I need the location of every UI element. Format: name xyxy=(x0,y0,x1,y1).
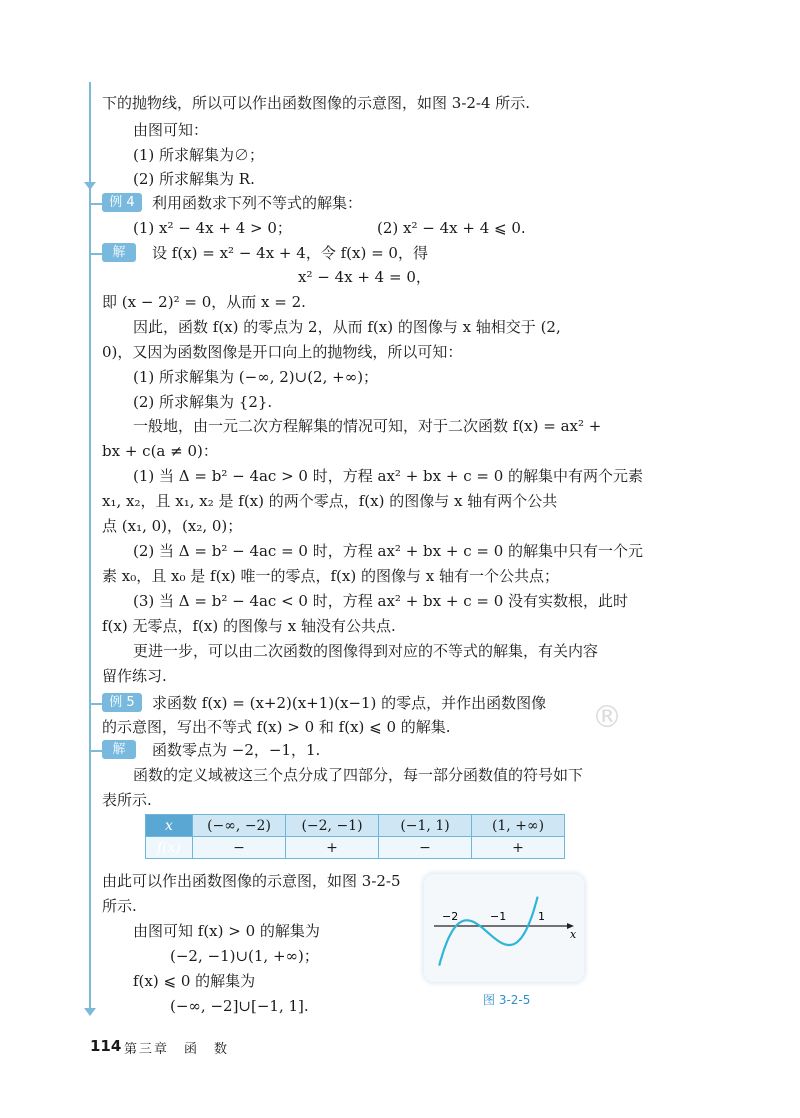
table-cell: + xyxy=(472,837,565,859)
text-line: 设 f(x) = x² − 4x + 4，令 f(x) = 0，得 xyxy=(152,244,428,262)
page-number: 114 xyxy=(90,1037,122,1055)
example-5-title: 求函数 f(x) = (x+2)(x+1)(x−1) 的零点，并作出函数图像 xyxy=(152,694,547,712)
text-line: 表所示. xyxy=(102,791,152,809)
text-line: 由图可知 f(x) > 0 的解集为 xyxy=(133,922,320,940)
table-cell: + xyxy=(286,837,379,859)
text-line: 因此，函数 f(x) 的零点为 2，从而 f(x) 的图像与 x 轴相交于 (2, xyxy=(133,318,561,336)
table-cell: (−2, −1) xyxy=(286,815,379,837)
text-line: 素 x₀，且 x₀ 是 f(x) 唯一的零点，f(x) 的图像与 x 轴有一个公共点； xyxy=(102,567,559,585)
example-4-part-2: (2) x² − 4x + 4 ⩽ 0. xyxy=(377,219,526,237)
text-line: 函数的定义域被这三个点分成了四部分，每一部分函数值的符号如下 xyxy=(133,766,584,784)
text-line: bx + c(a ≠ 0)： xyxy=(102,442,218,460)
text-line: (−2, −1)∪(1, +∞)； xyxy=(170,947,319,965)
tag-rule xyxy=(89,253,103,255)
margin-arrow-icon xyxy=(84,182,96,190)
table-cell: (−1, 1) xyxy=(379,815,472,837)
text-line: (2) 当 Δ = b² − 4ac = 0 时，方程 ax² + bx + c = 0 的解集中只有一个元 xyxy=(133,542,644,560)
figure-3-2-5 xyxy=(424,874,584,982)
text-line: (2) 所求解集为 {2}. xyxy=(133,393,273,411)
example-4-part-1: (1) x² − 4x + 4 > 0； xyxy=(133,219,292,237)
tag-rule xyxy=(89,703,103,705)
text-line: 留作练习. xyxy=(102,667,167,685)
margin-rule-top xyxy=(89,82,91,192)
text-line: 下的抛物线，所以可以作出函数图像的示意图，如图 3-2-4 所示. xyxy=(102,94,531,112)
zero-label: −1 xyxy=(490,910,507,923)
solution-4-tag: 解 xyxy=(102,243,136,262)
cubic-graph xyxy=(424,874,584,982)
table-header-row xyxy=(146,815,565,837)
example-5-tag: 例 5 xyxy=(102,693,142,712)
text-line: (1) 当 Δ = b² − 4ac > 0 时，方程 ax² + bx + c = 0 的解集中有两个元素 xyxy=(133,467,644,485)
text-line: 的示意图，写出不等式 f(x) > 0 和 f(x) ⩽ 0 的解集. xyxy=(102,718,451,736)
tag-rule xyxy=(89,203,103,205)
text-line: 由图可知： xyxy=(133,121,209,139)
zero-label: −2 xyxy=(442,910,459,923)
margin-arrow-bottom-icon xyxy=(84,1008,96,1016)
table-row xyxy=(146,837,565,859)
text-line: 由此可以作出函数图像的示意图，如图 3-2-5 xyxy=(102,872,401,890)
text-line: 一般地，由一元二次方程解集的情况可知，对于二次函数 f(x) = ax² + xyxy=(133,417,602,435)
example-4-tag: 例 4 xyxy=(102,193,142,212)
x-axis-label: x xyxy=(570,928,577,941)
text-line: 点 (x₁, 0)，(x₂, 0)； xyxy=(102,517,243,535)
text-line: (3) 当 Δ = b² − 4ac < 0 时，方程 ax² + bx + c = 0 没有实数根，此时 xyxy=(133,592,629,610)
equation-line: x² − 4x + 4 = 0， xyxy=(298,268,431,286)
text-line: x₁, x₂，且 x₁, x₂ 是 f(x) 的两个零点，f(x) 的图像与 x 轴有两个公共 xyxy=(102,492,558,510)
text-line: 0)，又因为函数图像是开口向上的抛物线，所以可知： xyxy=(102,343,463,361)
margin-rule-main xyxy=(89,192,91,1012)
example-4-title: 利用函数求下列不等式的解集： xyxy=(152,194,363,212)
text-line: (−∞, −2]∪[−1, 1]. xyxy=(170,997,309,1015)
table-cell: (−∞, −2) xyxy=(193,815,286,837)
text-line: (1) 所求解集为∅； xyxy=(133,146,265,164)
text-line: 即 (x − 2)² = 0，从而 x = 2. xyxy=(102,293,306,311)
text-line: f(x) 无零点，f(x) 的图像与 x 轴没有公共点. xyxy=(102,617,396,635)
table-cell: (1, +∞) xyxy=(472,815,565,837)
table-cell: − xyxy=(193,837,286,859)
text-line: 所示. xyxy=(102,897,137,915)
zero-label: 1 xyxy=(538,910,545,923)
chapter-title: 第三章 函 数 xyxy=(124,1042,230,1057)
text-line: 函数零点为 −2，−1，1. xyxy=(152,741,321,759)
table-cell: f(x) xyxy=(146,837,193,859)
tag-rule xyxy=(89,750,103,752)
sign-table xyxy=(145,814,565,859)
table-cell: − xyxy=(379,837,472,859)
registered-watermark: ® xyxy=(592,700,622,735)
solution-5-tag: 解 xyxy=(102,740,136,759)
function-curve xyxy=(439,897,537,966)
text-line: (2) 所求解集为 R. xyxy=(133,170,255,188)
table-cell: x xyxy=(146,815,193,837)
figure-caption: 图 3-2-5 xyxy=(483,993,531,1007)
text-line: 更进一步，可以由二次函数的图像得到对应的不等式的解集，有关内容 xyxy=(133,642,599,660)
text-line: (1) 所求解集为 (−∞, 2)∪(2, +∞)； xyxy=(133,368,379,386)
text-line: f(x) ⩽ 0 的解集为 xyxy=(133,972,256,990)
